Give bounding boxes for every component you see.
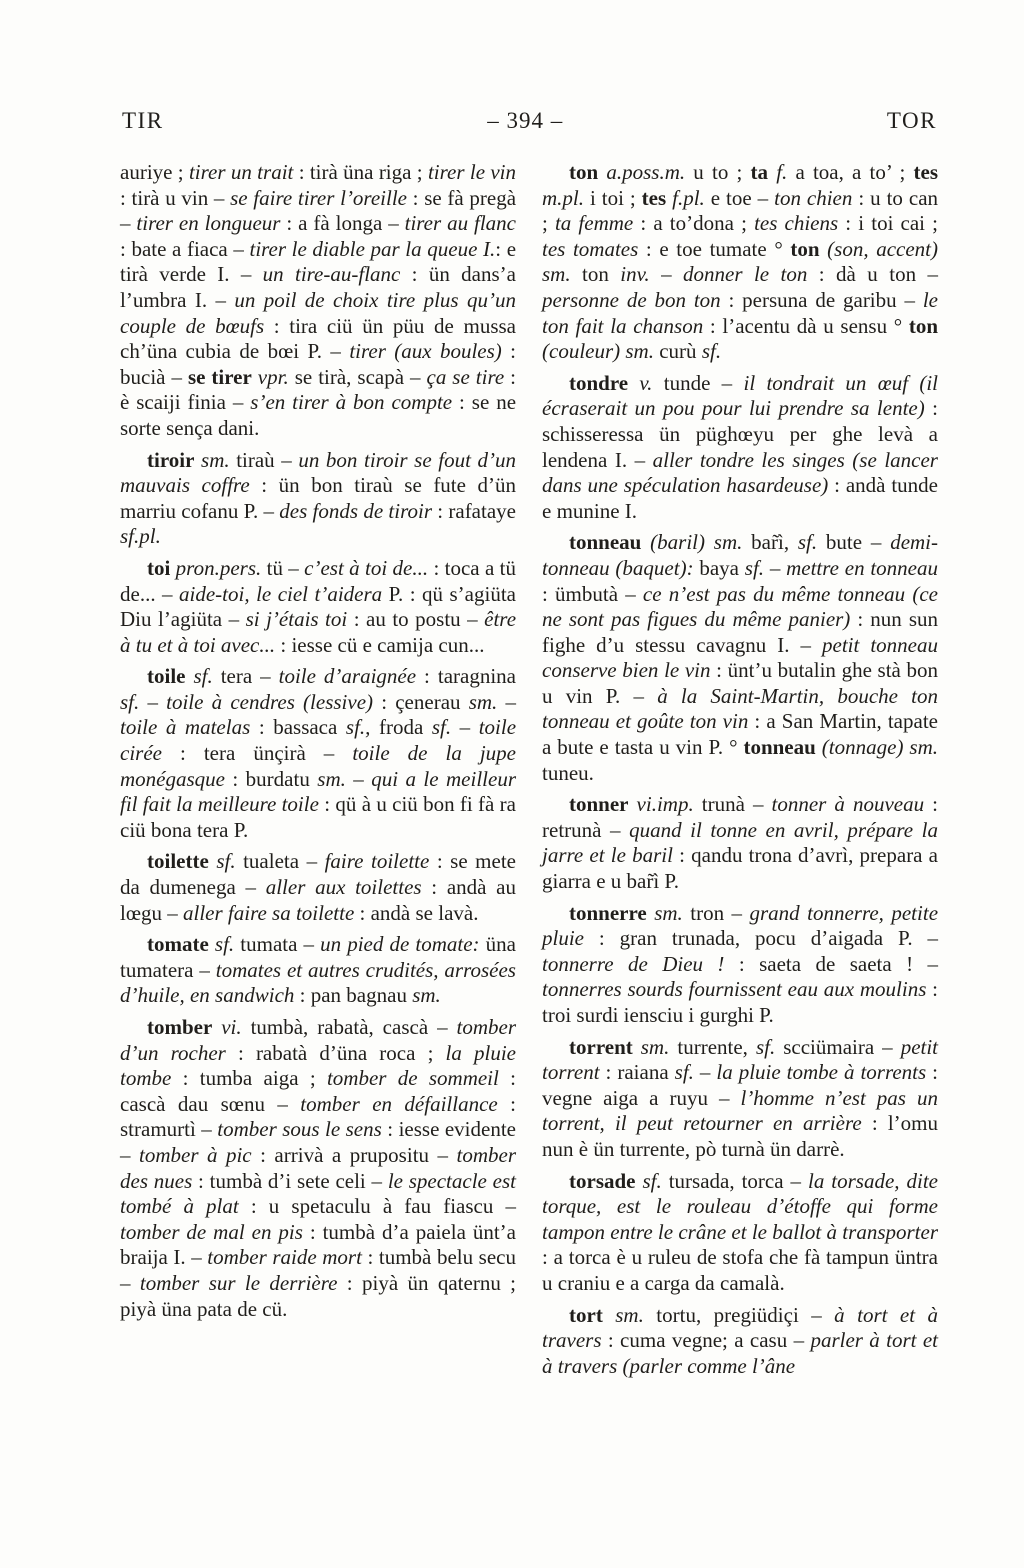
french-italic: tirer au flanc <box>404 211 516 236</box>
french-italic: vi. <box>212 1015 242 1039</box>
monegasque-roman: : bassaca <box>250 715 346 740</box>
monegasque-roman: : iesse evidente – <box>120 1117 516 1167</box>
french-italic: a.poss.m. <box>598 160 686 184</box>
french-italic: tirer (aux boules) <box>349 339 502 364</box>
french-italic: un tire-au-flanc <box>262 262 401 287</box>
french-italic: demi-tonneau (baquet): <box>542 530 939 580</box>
monegasque-roman: : andà tunde e munine I. <box>542 473 938 523</box>
french-italic: sm. <box>317 766 346 791</box>
headword: tort <box>569 1302 603 1327</box>
headword: tonnerre <box>569 900 647 925</box>
french-italic: sf. <box>185 664 213 689</box>
monegasque-roman: : se fà pregà – <box>120 185 517 236</box>
monegasque-roman: – <box>497 689 516 714</box>
monegasque-roman: : e toe tumate ° <box>638 236 791 261</box>
french-italic: sf. <box>208 932 235 957</box>
monegasque-roman: : gran trunada, pocu d’aigada P. – <box>584 926 938 951</box>
french-italic: sm. <box>602 1302 644 1327</box>
monegasque-roman: : a torca è u ruleu de stofa che fà tampun üntra u craniu e a carga da camalà. <box>542 1245 938 1295</box>
monegasque-roman: : e tirà verde I. – <box>120 236 517 287</box>
french-italic: sf., <box>345 715 371 740</box>
french-italic: aide-toi, le ciel t’aidera <box>179 581 383 606</box>
french-italic: tomber de mal en pis <box>120 1219 303 1244</box>
french-italic: tirer un trait <box>188 160 294 184</box>
monegasque-roman: a toa, a to’ ; <box>787 160 914 184</box>
french-italic: tomber sous le sens <box>217 1117 382 1142</box>
french-italic: inv. <box>620 262 650 287</box>
monegasque-roman: curù <box>653 339 702 364</box>
running-head <box>122 108 937 134</box>
headword: ta <box>750 160 769 184</box>
monegasque-roman: : dà u ton – <box>807 262 938 287</box>
french-italic: sm. <box>412 983 441 1008</box>
monegasque-roman: tualeta – <box>235 849 325 874</box>
monegasque-roman: bute – <box>817 530 891 555</box>
headword: tomate <box>147 932 209 957</box>
headword: tonneau <box>569 530 642 555</box>
monegasque-roman: P. : qü s’agiüta Diu l’agiüta – <box>120 581 516 632</box>
monegasque-roman: : i toi cai ; <box>838 211 938 236</box>
monegasque-roman: turrente, <box>669 1034 756 1059</box>
monegasque-roman: bar̃ì, <box>742 530 798 555</box>
headword: torrent <box>569 1034 633 1059</box>
headword: ton <box>790 236 820 261</box>
french-italic: sm. <box>194 447 230 472</box>
monegasque-roman: üna tumatera – <box>120 932 516 982</box>
french-italic: tirer le vin <box>427 160 516 184</box>
headword: toilette <box>147 849 209 874</box>
monegasque-roman: : saeta de saeta ! – <box>724 951 938 976</box>
french-italic: la pluie tombe à torrents <box>716 1060 927 1085</box>
french-italic: aller aux toilettes <box>265 875 422 900</box>
french-italic: tirer en longueur <box>136 211 281 236</box>
french-italic: toile à matelas <box>120 715 251 740</box>
monegasque-roman: : arrivà a prupositu – <box>251 1142 457 1167</box>
french-italic: tomber de sommeil <box>326 1066 499 1091</box>
monegasque-roman: : l’omu nun è ün turrente, pò turnà ün darrè. <box>542 1111 938 1161</box>
entry-tirer-continuation <box>120 160 516 442</box>
monegasque-roman: : ün dans’a l’umbra I. – <box>120 262 516 312</box>
entry-tonner <box>542 792 938 894</box>
french-italic: sm. <box>632 1034 670 1059</box>
monegasque-roman: : ün bon tiraù se fute d’ün marriu cofanu P. – <box>120 473 517 523</box>
french-italic: des fonds de tiroir <box>279 498 432 523</box>
monegasque-roman: : ümbutà – <box>542 581 643 606</box>
french-italic: le spectacle est tombé à plat <box>120 1168 516 1219</box>
monegasque-roman: : schisseressa ün püghœyu per ghe levà a lendena I. – <box>542 396 938 472</box>
monegasque-roman: tiraù – <box>229 447 299 472</box>
monegasque-roman: : nun sun fighe d’u stessu cavagnu I. – <box>542 607 938 657</box>
french-italic: s’en tirer à bon compte <box>250 390 453 415</box>
monegasque-roman: : qü à u ciü bon fi fà ra ciü bona tera P. <box>120 792 516 842</box>
monegasque-roman: ton <box>570 262 621 287</box>
french-italic: ça se tire <box>426 364 505 389</box>
monegasque-roman: – <box>139 689 167 714</box>
french-italic: ta femme <box>554 211 634 236</box>
french-italic: tomber raide mort <box>207 1245 362 1270</box>
monegasque-roman: : tumbà d’a paiela ünt’a braija I. – <box>120 1219 516 1270</box>
french-italic: sf. <box>744 555 765 580</box>
monegasque-roman: – <box>764 555 787 580</box>
monegasque-roman: : rabatà d’üna roca ; <box>225 1040 446 1065</box>
monegasque-roman: se tirà, scapà – <box>288 364 427 389</box>
monegasque-roman: : bate a fiaca – <box>120 236 250 261</box>
monegasque-roman: tron – <box>682 900 750 925</box>
headword: tiroir <box>147 447 195 472</box>
headword: tondre <box>569 370 629 395</box>
french-italic: si j’étais toi <box>245 607 348 632</box>
french-italic: tonnerre de Dieu ! <box>542 951 725 976</box>
french-italic: tonnerres sourds fournissent eau aux moulins <box>542 977 927 1002</box>
french-italic: quand il tonne en avril, prépare la jarre et le baril <box>542 817 938 868</box>
french-italic: la torsade, dite torque, est le rouleau d’étoffe qui forme tampon entre le crâne et le ballot à transporter <box>542 1168 938 1244</box>
monegasque-roman: : se mete da dumenega – <box>120 849 516 900</box>
french-italic: tomates et autres crudités, arrosées d’huile, en sandwich <box>120 957 516 1008</box>
french-italic: sf. <box>120 689 140 714</box>
monegasque-roman: : pan bagnau <box>294 983 413 1008</box>
french-italic: il tondrait un œuf (il écraserait un pou pour lui prendre sa lente) <box>542 370 939 421</box>
monegasque-roman: – <box>345 766 372 791</box>
monegasque-roman: : bucià – <box>120 339 516 389</box>
monegasque-roman: : tumba aiga ; <box>171 1066 327 1091</box>
french-italic: toile d’araignée <box>278 664 417 689</box>
monegasque-roman: : tira ciü ün püu de mussa ch’üna cubia de bœi P. – <box>120 313 517 364</box>
monegasque-roman: : cascà dau sœnu – <box>120 1066 516 1116</box>
monegasque-roman: auriye ; <box>120 160 189 184</box>
french-italic: la pluie tombe <box>120 1040 517 1091</box>
french-italic: grand tonnerre, petite pluie <box>542 900 939 951</box>
right-column <box>542 160 938 1385</box>
monegasque-roman: tumata – <box>234 932 321 957</box>
monegasque-roman: : çenerau <box>373 689 469 714</box>
monegasque-roman: : vegne aiga a ruyu – <box>542 1060 939 1110</box>
headword: tes <box>641 185 667 210</box>
monegasque-roman: e toe – <box>704 185 775 210</box>
headword: tomber <box>147 1015 213 1039</box>
french-italic: tomber d’un rocher <box>120 1015 516 1065</box>
entry-ton <box>542 160 938 365</box>
french-italic: sf. <box>431 715 452 740</box>
monegasque-roman: : piyà ün qaternu ; piyà üna pata de cü. <box>120 1270 517 1321</box>
headword: torsade <box>569 1168 636 1193</box>
monegasque-roman: froda <box>370 715 432 740</box>
monegasque-roman: u to ; <box>685 160 751 184</box>
french-italic: à la Saint-Martin, bouche ton tonneau et goûte ton vin <box>542 683 938 734</box>
monegasque-roman: – <box>693 1060 717 1085</box>
monegasque-roman: : toca a tü de... – <box>120 555 516 606</box>
monegasque-roman: : troi surdi iensciu i gurghi P. <box>542 977 938 1027</box>
french-italic: un pied de tomate: <box>320 932 480 957</box>
french-italic: (son, accent) sm. <box>542 236 938 287</box>
french-italic: sm. <box>646 900 683 925</box>
headword: toi <box>147 555 171 580</box>
monegasque-roman: tortu, pregiüdiçi – <box>643 1302 835 1327</box>
monegasque-roman: : stramurtì – <box>120 1091 516 1142</box>
french-italic: sf. <box>635 1168 662 1193</box>
french-italic: un poil de choix tire plus qu’un couple de bœufs <box>120 287 516 338</box>
french-italic: aller tondre les singes (se lancer dans une spéculation hasardeuse) <box>542 447 938 498</box>
french-italic: sf. <box>208 849 236 874</box>
monegasque-roman: : a San Martin, tapate a bute e tasta u vin P. ° <box>542 709 938 760</box>
french-italic: tonner à nouveau <box>771 792 925 817</box>
headword: se tirer <box>187 364 252 389</box>
french-italic: faire toilette <box>324 849 430 874</box>
french-italic: aller faire sa toilette <box>183 900 355 925</box>
headword: ton <box>908 313 939 338</box>
entry-toi <box>120 556 516 658</box>
monegasque-roman: : a fà longa – <box>280 211 405 236</box>
french-italic: personne de bon ton <box>542 287 721 312</box>
monegasque-roman: : au to postu – <box>347 607 485 632</box>
french-italic: tes tomates <box>542 236 639 261</box>
monegasque-roman: tumbà, rabatà, cascà – <box>241 1015 457 1039</box>
entry-tort <box>542 1303 938 1380</box>
french-italic: sf. <box>674 1060 694 1085</box>
french-italic: f. <box>768 160 788 184</box>
french-italic: un bon tiroir se fout d’un mauvais coffre <box>120 447 516 498</box>
monegasque-roman: : rafataye <box>432 498 516 523</box>
french-italic: v. <box>628 370 653 395</box>
monegasque-roman: baya <box>693 555 745 580</box>
french-italic: sm. <box>468 689 498 714</box>
monegasque-roman: tursada, torca – <box>661 1168 808 1193</box>
monegasque-roman: : taragnina <box>416 664 516 689</box>
french-italic: sf. <box>701 339 722 364</box>
french-italic: se faire tirer l’oreille <box>230 185 407 210</box>
french-italic: toile de la jupe monégasque <box>120 741 516 791</box>
monegasque-roman: : tera ünçirà – <box>161 741 353 766</box>
french-italic: à tort et à travers <box>542 1302 938 1353</box>
headword: tonneau <box>743 735 816 760</box>
header-page-number: – 394 – <box>487 108 564 133</box>
headword: toile <box>147 664 186 689</box>
french-italic: sf. <box>797 530 818 555</box>
monegasque-roman: tuneu. <box>542 760 594 785</box>
entry-tomate <box>120 932 516 1009</box>
monegasque-roman: tü – <box>261 555 305 580</box>
french-italic: pron.pers. <box>170 555 262 580</box>
entry-tomber <box>120 1015 516 1322</box>
monegasque-roman: : u to can ; <box>542 185 939 236</box>
monegasque-roman: : tumbà d’i sete celi – <box>192 1168 388 1193</box>
monegasque-roman: : a to’dona ; <box>633 211 755 236</box>
monegasque-roman: trunà – <box>693 792 772 817</box>
headword: tonner <box>569 792 629 817</box>
monegasque-roman: i toi ; <box>584 185 642 210</box>
french-italic: c’est à toi de... <box>304 555 429 580</box>
monegasque-roman: : ünt’u butalin ghe stà bon u vin P. – <box>542 658 938 708</box>
entry-toile <box>120 664 516 843</box>
french-italic: (couleur) sm. <box>542 339 654 364</box>
french-italic: tirer le diable par la queue I. <box>249 236 496 261</box>
french-italic: m.pl. <box>542 185 584 210</box>
french-italic: tes chiens <box>754 211 839 236</box>
french-italic: (baril) sm. <box>641 530 743 555</box>
french-italic: être à tu et à toi avec... <box>120 607 517 657</box>
entry-tonnerre <box>542 901 938 1029</box>
french-italic: (tonnage) sm. <box>815 735 938 760</box>
french-italic: petit torrent <box>542 1034 939 1085</box>
french-italic: vpr. <box>251 364 289 389</box>
entry-tondre <box>542 371 938 525</box>
monegasque-roman: : andà au lœgu – <box>120 875 516 925</box>
monegasque-roman: : è scaiji finia – <box>120 364 516 415</box>
french-italic: l’homme n’est pas un torrent, il peut retourner en arrière <box>542 1085 938 1136</box>
french-italic: tomber à pic <box>139 1142 252 1167</box>
text-body <box>120 160 938 1385</box>
monegasque-roman: tunde – <box>652 370 744 395</box>
monegasque-roman: : tirà üna riga ; <box>293 160 428 184</box>
entry-torrent <box>542 1035 938 1163</box>
french-italic: vi.imp. <box>628 792 694 817</box>
monegasque-roman: : cuma vegne; a casu – <box>601 1328 811 1353</box>
header-right-guideword: TOR <box>886 108 937 133</box>
french-italic: toile à cendres (lessive) <box>166 689 374 714</box>
french-italic: ce n’est pas du même tonneau (ce ne sont pas figues du même panier) <box>542 581 938 632</box>
monegasque-roman: : iesse cü e camija cun... <box>275 632 485 657</box>
monegasque-roman: – <box>649 262 684 287</box>
monegasque-roman: : tumbà belu secu – <box>120 1245 516 1295</box>
monegasque-roman: : persuna de garibu – <box>720 287 923 312</box>
french-italic: le ton fait la chanson <box>542 287 938 338</box>
monegasque-roman: : se ne sorte sença dani. <box>120 390 517 440</box>
french-italic: f.pl. <box>666 185 705 210</box>
french-italic: sf. <box>755 1034 776 1059</box>
monegasque-roman: – <box>451 715 479 740</box>
entry-tiroir <box>120 448 516 550</box>
headword: ton <box>569 160 599 184</box>
monegasque-roman: : retrunà – <box>542 792 938 842</box>
monegasque-roman: scciümaira – <box>775 1034 901 1059</box>
monegasque-roman: : raiana <box>599 1060 675 1085</box>
french-italic: mettre en tonneau <box>786 555 939 580</box>
entry-torsade <box>542 1169 938 1297</box>
monegasque-roman: : u spetaculu à fau fiascu – <box>238 1194 516 1219</box>
french-italic: petit tonneau conserve bien le vin <box>542 632 938 683</box>
french-italic: ton chien <box>774 185 853 210</box>
monegasque-roman: : andà se lavà. <box>354 900 479 925</box>
monegasque-roman: : tirà u vin – <box>120 185 231 210</box>
monegasque-roman: : qandu trona d’avrì, prepara a giarra e u bar̃ì P. <box>542 843 939 894</box>
french-italic: sf.pl. <box>120 524 161 549</box>
entry-tonneau <box>542 530 938 786</box>
monegasque-roman: : l’acentu dà u sensu ° <box>703 313 909 338</box>
french-italic: tomber sur le derrière <box>139 1270 338 1295</box>
entry-toilette <box>120 849 516 926</box>
monegasque-roman: : burdatu <box>224 766 318 791</box>
headword: tes <box>913 160 938 184</box>
french-italic: tomber en défaillance <box>300 1091 498 1116</box>
monegasque-roman: tera – <box>212 664 279 689</box>
french-italic: tomber des nues <box>120 1142 517 1193</box>
french-italic: parler à tort et à travers (parler comme l’âne <box>542 1328 939 1378</box>
left-column <box>120 160 516 1385</box>
french-italic: toile cirée <box>120 715 517 766</box>
header-left-guideword: TIR <box>122 108 164 133</box>
french-italic: donner le ton <box>683 262 808 287</box>
french-italic: qui a le meilleur fil fait la meilleure toile <box>120 766 517 817</box>
